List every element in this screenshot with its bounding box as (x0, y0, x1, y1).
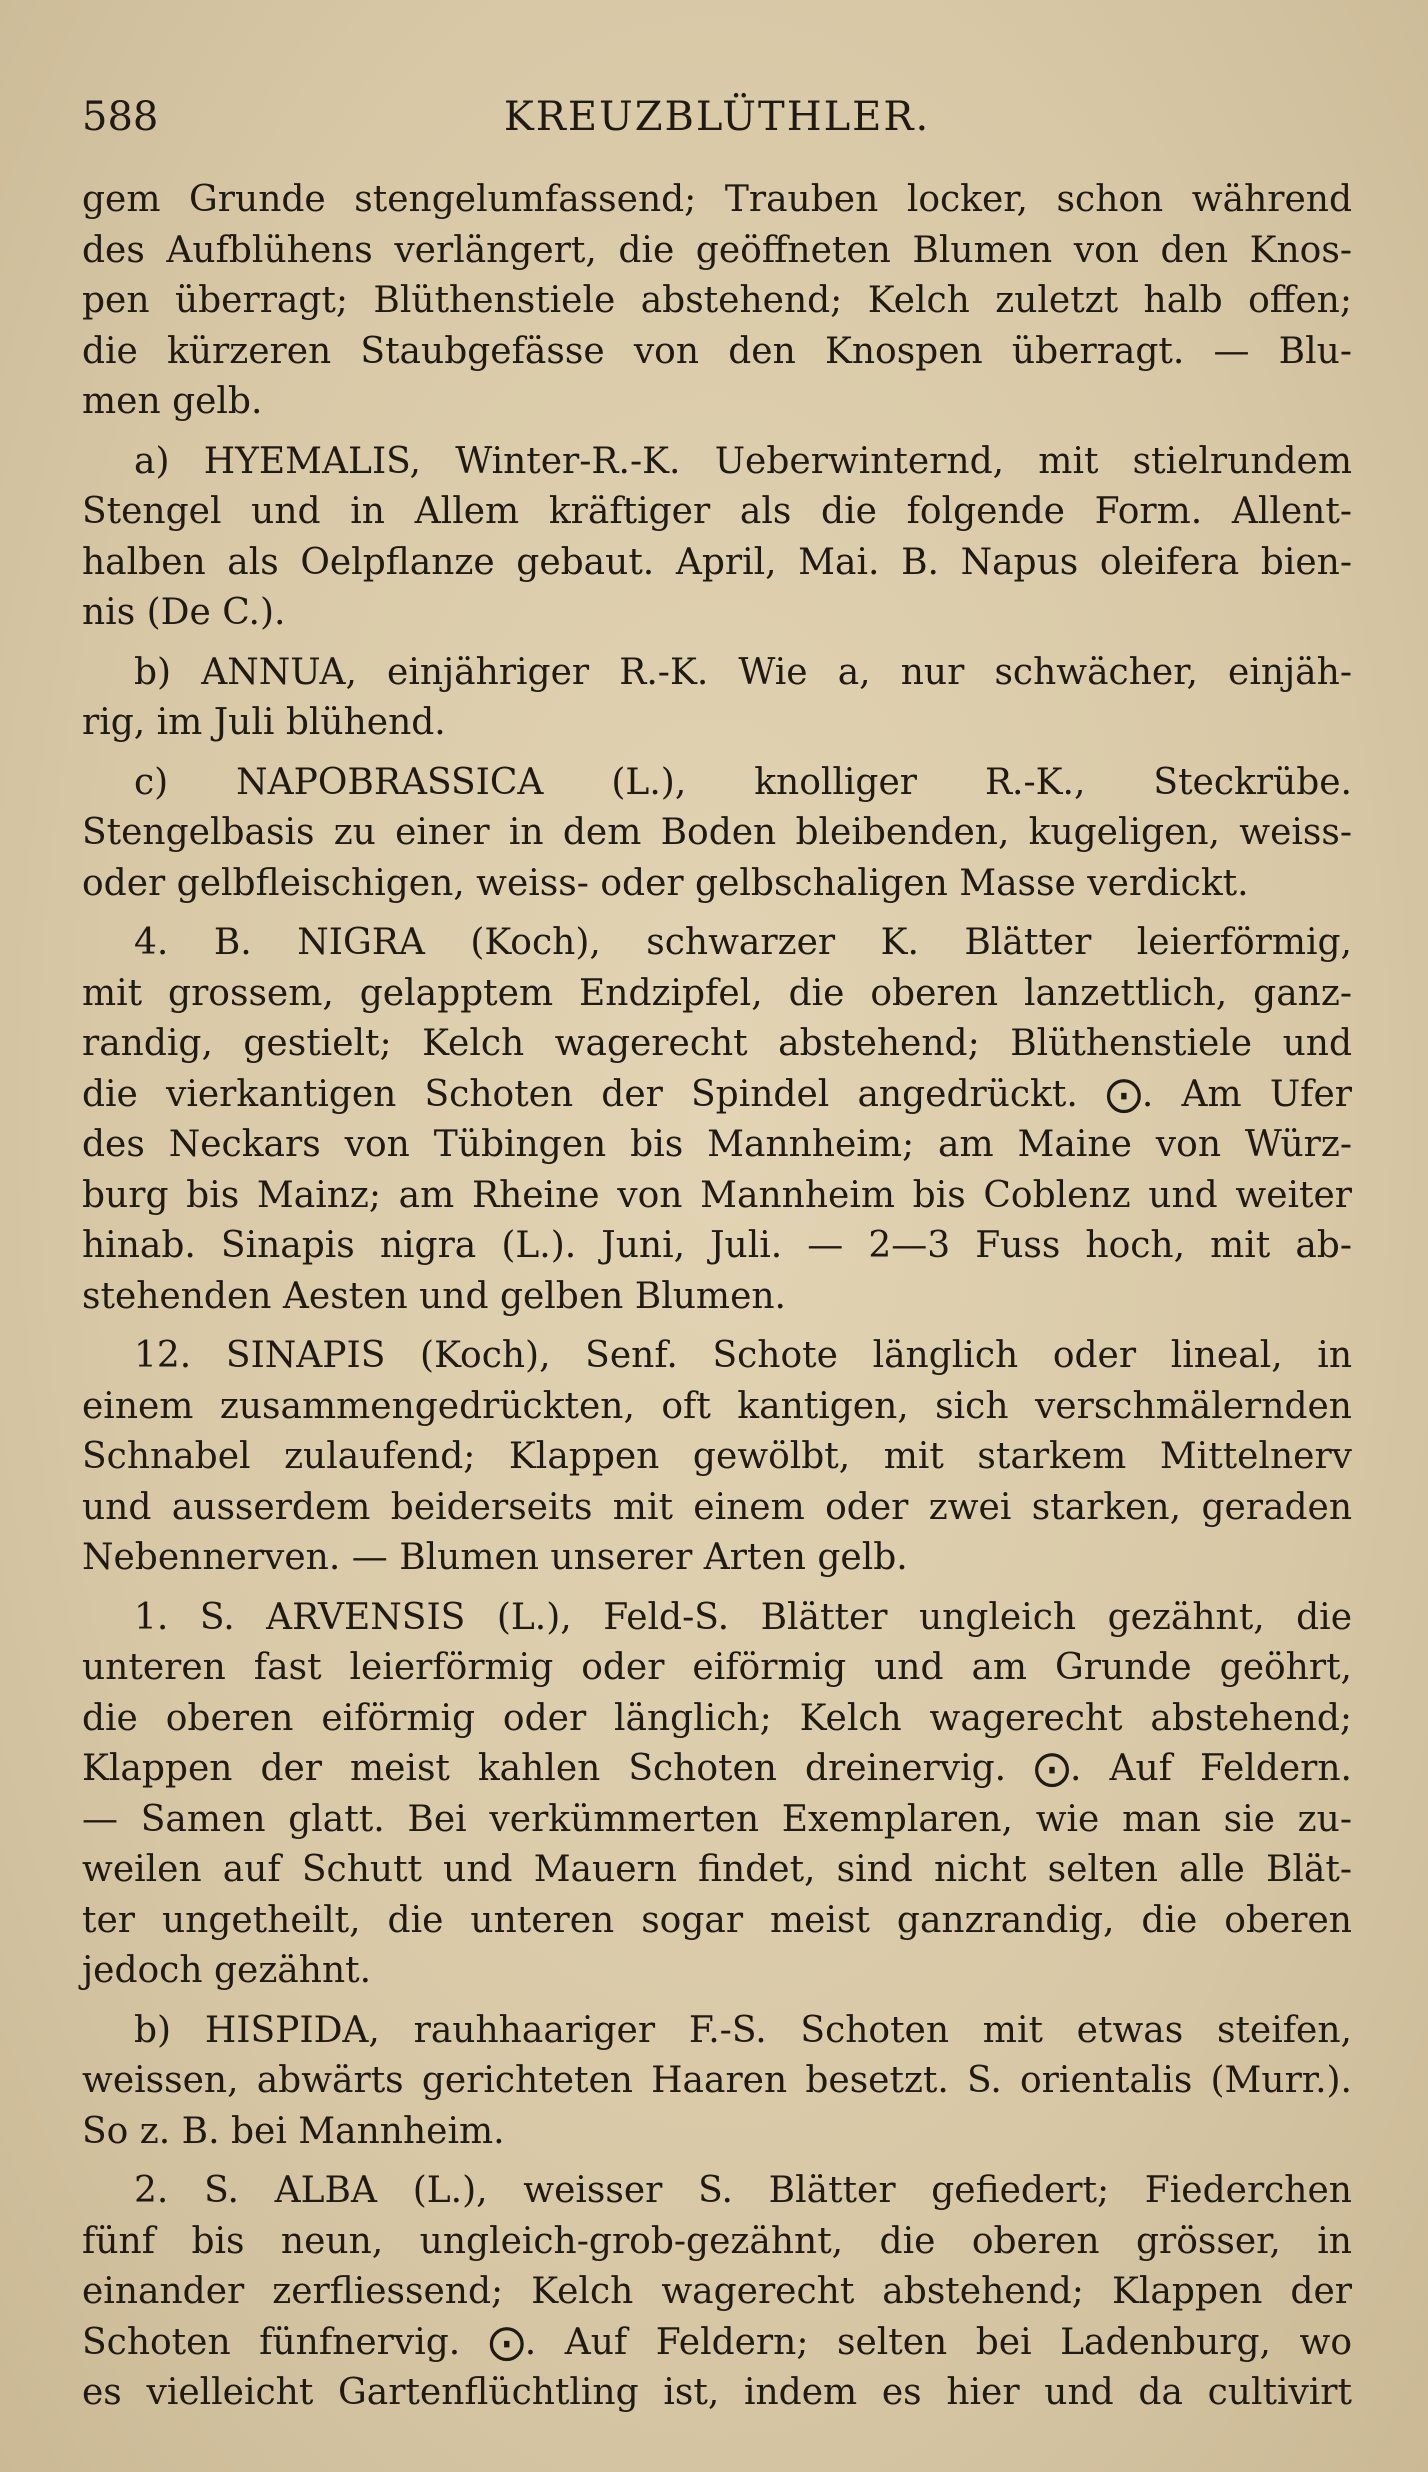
text-line: die oberen eiförmig oder länglich; Kelch wagerecht abstehend; (82, 1697, 1352, 1739)
running-title: KREUZBLÜTHLER. (503, 94, 931, 140)
paragraph-nigra (82, 918, 1352, 1322)
text-line: weilen auf Schutt und Mauern findet, sind nicht selten alle Blät- (82, 1849, 1352, 1890)
text-line: a) HYEMALIS, Winter-R.-K. Ueberwinternd, mit stielrundem (134, 440, 1352, 482)
text-line: nis (De C.). (82, 592, 286, 633)
text-line: Stengelbasis zu einer in dem Boden bleibenden, kugeligen, weiss- (82, 812, 1352, 853)
text-line: Klappen der meist kahlen Schoten dreinervig. ⨀. Auf Feldern. (82, 1748, 1352, 1789)
page-body (82, 175, 1352, 2419)
text-line: c) NAPOBRASSICA (L.), knolliger R.-K., Steckrübe. (134, 761, 1352, 803)
text-line: weissen, abwärts gerichteten Haaren besetzt. S. orientalis (Murr.). (82, 2060, 1352, 2101)
paragraph-hyemalis (82, 437, 1352, 639)
text-line: einem zusammengedrückten, oft kantigen, sich verschmälernden (82, 1385, 1352, 1427)
text-line: einander zerfliessend; Kelch wagerecht abstehend; Klappen der (82, 2271, 1352, 2312)
page-header (82, 92, 1352, 142)
text-line: 12. SINAPIS (Koch), Senf. Schote länglich oder lineal, in (134, 1335, 1352, 1376)
text-line: des Neckars von Tübingen bis Mannheim; am Maine von Würz- (82, 1124, 1352, 1165)
paragraph-sinapis (82, 1331, 1352, 1584)
text-line: des Aufblühens verlängert, die geöffneten Blumen von den Knos- (82, 229, 1352, 271)
paragraph-continuation (82, 175, 1352, 428)
text-line: 1. S. ARVENSIS (L.), Feld-S. Blätter ungleich gezähnt, die (134, 1596, 1352, 1638)
text-line: Schnabel zulaufend; Klappen gewölbt, mit starkem Mittelnerv (82, 1436, 1352, 1477)
paragraph-arvensis (82, 1593, 1352, 1997)
text-line: Nebennerven. — Blumen unserer Arten gelb. (82, 1537, 908, 1578)
text-line: pen überragt; Blüthenstiele abstehend; Kelch zuletzt halb offen; (82, 280, 1352, 321)
paragraph-annua (82, 648, 1352, 749)
text-line: 2. S. ALBA (L.), weisser S. Blätter gefiedert; Fiederchen (134, 2170, 1352, 2211)
text-line: gem Grunde stengelumfassend; Trauben locker, schon während (82, 179, 1352, 220)
text-line: unteren fast leierförmig oder eiförmig und am Grunde geöhrt, (82, 1647, 1352, 1688)
text-line: und ausserdem beiderseits mit einem oder zwei starken, geraden (82, 1486, 1352, 1528)
page-number: 588 (82, 94, 159, 140)
text-line: b) ANNUA, einjähriger R.-K. Wie a, nur schwächer, einjäh- (134, 651, 1352, 693)
text-line: men gelb. (82, 381, 263, 422)
text-line: randig, gestielt; Kelch wagerecht abstehend; Blüthenstiele und (82, 1023, 1352, 1064)
text-line: hinab. Sinapis nigra (L.). Juni, Juli. — 2—3 Fuss hoch, mit ab- (82, 1225, 1352, 1266)
text-line: rig, im Juli blühend. (82, 702, 446, 743)
text-line: die vierkantigen Schoten der Spindel angedrückt. ⨀. Am Ufer (82, 1073, 1352, 1115)
paragraph-hispida (82, 2006, 1352, 2158)
text-line: So z. B. bei Mannheim. (82, 2110, 505, 2152)
text-line: jedoch gezähnt. (82, 1950, 372, 1991)
text-line: ter ungetheilt, die unteren sogar meist ganzrandig, die oberen (82, 1899, 1352, 1941)
paragraph-napobrassica (82, 758, 1352, 910)
text-line: halben als Oelpflanze gebaut. April, Mai. B. Napus oleifera bien- (82, 541, 1352, 583)
text-line: oder gelbfleischigen, weiss- oder gelbschaligen Masse verdickt. (82, 862, 1249, 904)
text-line: die kürzeren Staubgefässe von den Knospen überragt. — Blu- (82, 330, 1352, 372)
text-line: — Samen glatt. Bei verkümmerten Exemplaren, wie man sie zu- (82, 1798, 1352, 1840)
text-line: burg bis Mainz; am Rheine von Mannheim bis Coblenz und weiter (82, 1174, 1352, 1216)
text-line: mit grossem, gelapptem Endzipfel, die oberen lanzettlich, ganz- (82, 972, 1352, 1014)
text-line: fünf bis neun, ungleich-grob-gezähnt, die oberen grösser, in (82, 2220, 1352, 2262)
text-line: 4. B. NIGRA (Koch), schwarzer K. Blätter leierförmig, (134, 922, 1352, 963)
text-line: b) HISPIDA, rauhhaariger F.-S. Schoten mit etwas steifen, (134, 2009, 1352, 2051)
paragraph-alba (82, 2166, 1352, 2419)
text-line: Stengel und in Allem kräftiger als die folgende Form. Allent- (82, 491, 1352, 532)
text-line: es vielleicht Gartenflüchtling ist, indem es hier und da cultivirt (82, 2372, 1352, 2413)
text-line: Schoten fünfnervig. ⨀. Auf Feldern; selten bei Ladenburg, wo (82, 2321, 1352, 2363)
text-line: stehenden Aesten und gelben Blumen. (82, 1275, 787, 1317)
